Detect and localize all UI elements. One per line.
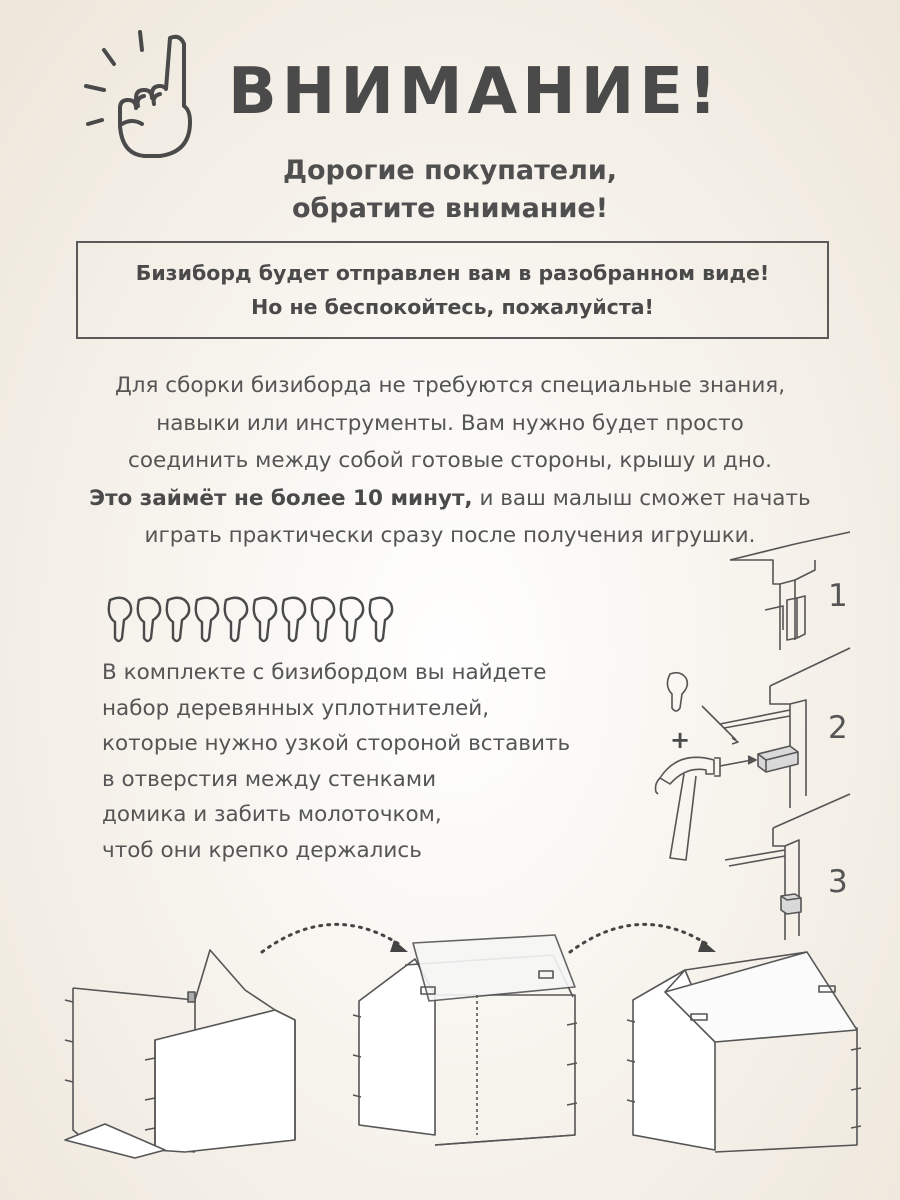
- wooden-seal-icon: [341, 598, 363, 641]
- wooden-seal-icon: [254, 598, 276, 641]
- wooden-seal-icon: [109, 598, 131, 641]
- intro-line-2: навыки или инструменты. Вам нужно будет просто: [156, 410, 744, 436]
- step-3-diagram: [725, 790, 865, 940]
- subtitle: [0, 152, 900, 228]
- intro-line-4: [0, 480, 900, 518]
- assembly-open-box: [45, 940, 305, 1160]
- kit-line-1: В комплекте с бизибордом вы найдете: [102, 660, 547, 685]
- wooden-seal-icon: [283, 598, 305, 641]
- assembly-roof-box: [345, 935, 595, 1165]
- wooden-seal-icon: [196, 598, 218, 641]
- notice-line-2: Но не беспокойтесь, пожалуйста!: [251, 295, 654, 319]
- step-3-number: 3: [828, 864, 848, 900]
- subtitle-line-1: Дорогие покупатели,: [282, 155, 618, 186]
- kit-line-5: домика и забить молоточком,: [102, 802, 442, 827]
- kit-line-3: которые нужно узкой стороной вставить: [102, 731, 571, 756]
- step-2-number: 2: [828, 710, 848, 746]
- intro-line-3: соединить между собой готовые стороны, крышу и дно.: [128, 448, 772, 473]
- kit-paragraph: [102, 655, 570, 868]
- wooden-seal-icon: [225, 598, 247, 641]
- wooden-seal-icon: [312, 598, 334, 641]
- wooden-seals-illustration: [100, 596, 400, 646]
- page-title: ВНИМАНИЕ!: [228, 55, 723, 129]
- intro-line-5: играть практически сразу после получения игрушки.: [144, 523, 756, 548]
- step-1-diagram: [725, 540, 865, 650]
- step-1-number: 1: [828, 578, 848, 614]
- wooden-seal-icon: [167, 598, 189, 641]
- intro-line-1: Для сборки бизиборда не требуются специальные знания,: [114, 373, 786, 398]
- notice-box: [76, 241, 829, 339]
- wooden-seal-icon: [138, 598, 160, 641]
- intro-paragraph: [0, 367, 900, 555]
- kit-line-4: в отверстия между стенками: [102, 766, 437, 792]
- subtitle-line-2: обратите внимание!: [291, 193, 609, 224]
- intro-bold-time: Это займёт не более 10 минут,: [89, 485, 473, 511]
- intro-line-4-rest: и ваш малыш сможет начать: [472, 485, 811, 511]
- notice-line-1: Бизиборд будет отправлен вам в разобранном виде!: [135, 261, 770, 285]
- assembly-finished-house: [625, 930, 875, 1160]
- wooden-seal-icon: [370, 598, 392, 641]
- pointing-hand-icon: [82, 28, 202, 158]
- plus-sign: +: [670, 726, 691, 754]
- kit-line-6: чтоб они крепко держались: [102, 837, 422, 863]
- kit-line-2: набор деревянных уплотнителей,: [102, 695, 490, 721]
